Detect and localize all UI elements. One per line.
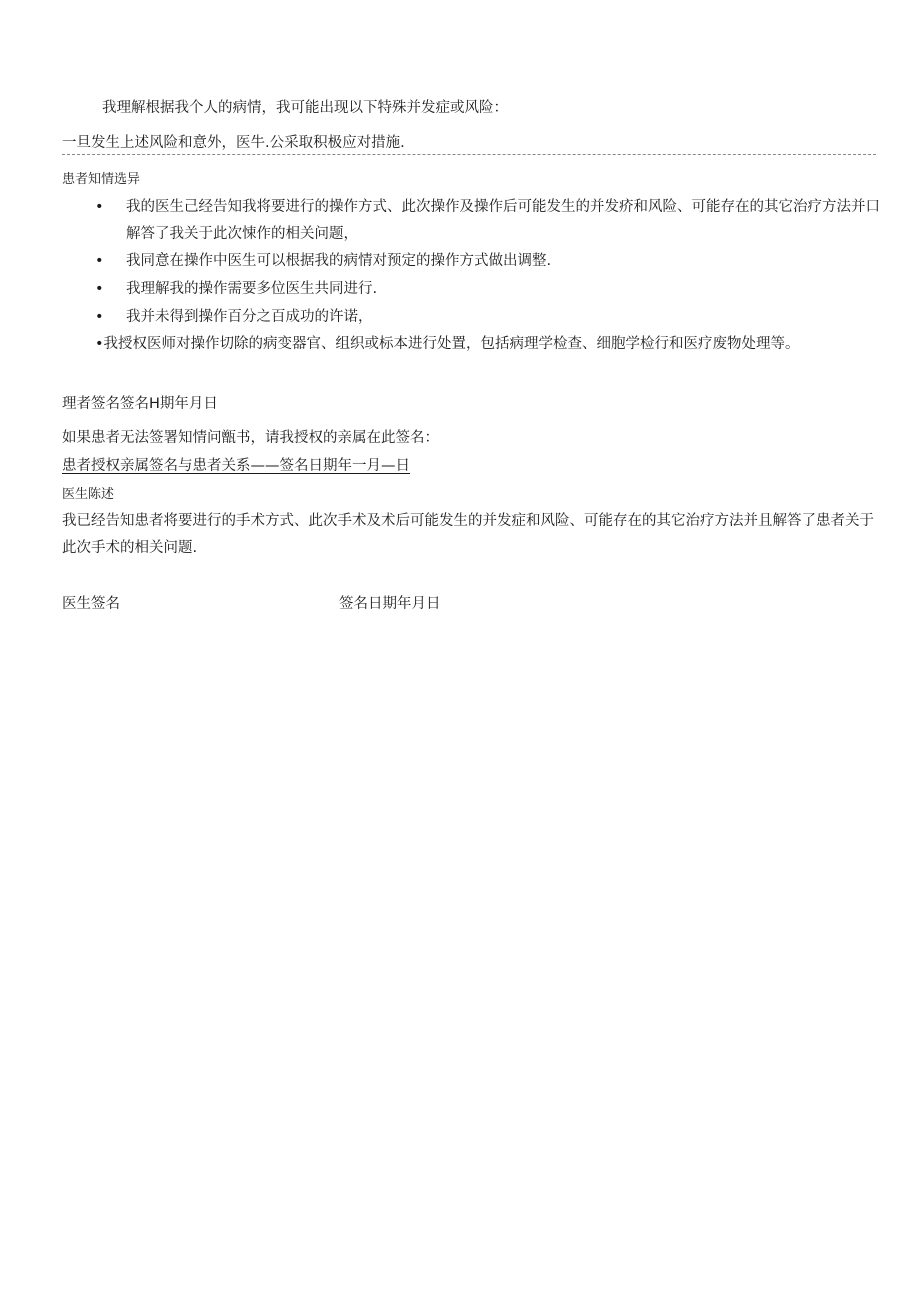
bullet-icon: •	[95, 281, 104, 297]
list-item	[95, 276, 885, 303]
doctor-signature-date: 签名日期年月日	[339, 596, 441, 612]
list-item-text: 我的医生己经告知我将要进行的操作方式、此次操作及操作后可能发生的并发疥和风险、可能存在的其它治疗方法并口解答了我关于此次悚作的相关问题，	[126, 199, 880, 242]
bullet-icon: •	[95, 199, 104, 215]
list-item	[95, 248, 885, 275]
doctor-statement-text: 我已经告知患者将要进行的手术方式、此次手术及术后可能发生的并发症和风险、可能存在的其它治疗方法并且解答了患者关于此次手术的相关问题.	[62, 513, 874, 556]
emergency-measures-text: 一旦发生上述风险和意外，医牛.公采取积极应对措施.	[62, 135, 405, 151]
patient-signature-line: 理者签名签名H期年月日	[62, 396, 218, 412]
dotted-divider	[62, 154, 876, 155]
authorization-item: •我授权医师对操作切除的病变器官、组织或标本进行处置，包括病理学检查、细胞学检行和医疗废物处理等。	[95, 336, 800, 352]
list-item-text: 我理解我的操作需要多位医生共同进行.	[126, 281, 378, 297]
risk-intro-text: 我理解根据我个人的病情，我可能出现以下特殊并发症或风险：	[102, 100, 508, 116]
bullet-icon: •	[95, 309, 104, 325]
doctor-signature-label: 医生签名	[62, 596, 120, 612]
patient-choice-title: 患者知情选异	[62, 172, 141, 187]
relative-signature-intro: 如果患者无法签署知情问甑书，请我授权的亲属在此签名：	[62, 430, 439, 446]
list-item-text: 我同意在操作中医生可以根据我的病情对预定的操作方式做出调整.	[126, 253, 552, 269]
doctor-statement-title: 医生陈述	[62, 487, 115, 502]
bullet-icon: •	[95, 253, 104, 269]
list-item	[95, 304, 885, 331]
list-item-text: 我并未得到操作百分之百成功的许诺，	[126, 309, 373, 325]
relative-signature-line: 患者授权亲属签名与患者关系——签名日期年一月—日	[62, 458, 410, 474]
list-item	[95, 194, 885, 248]
